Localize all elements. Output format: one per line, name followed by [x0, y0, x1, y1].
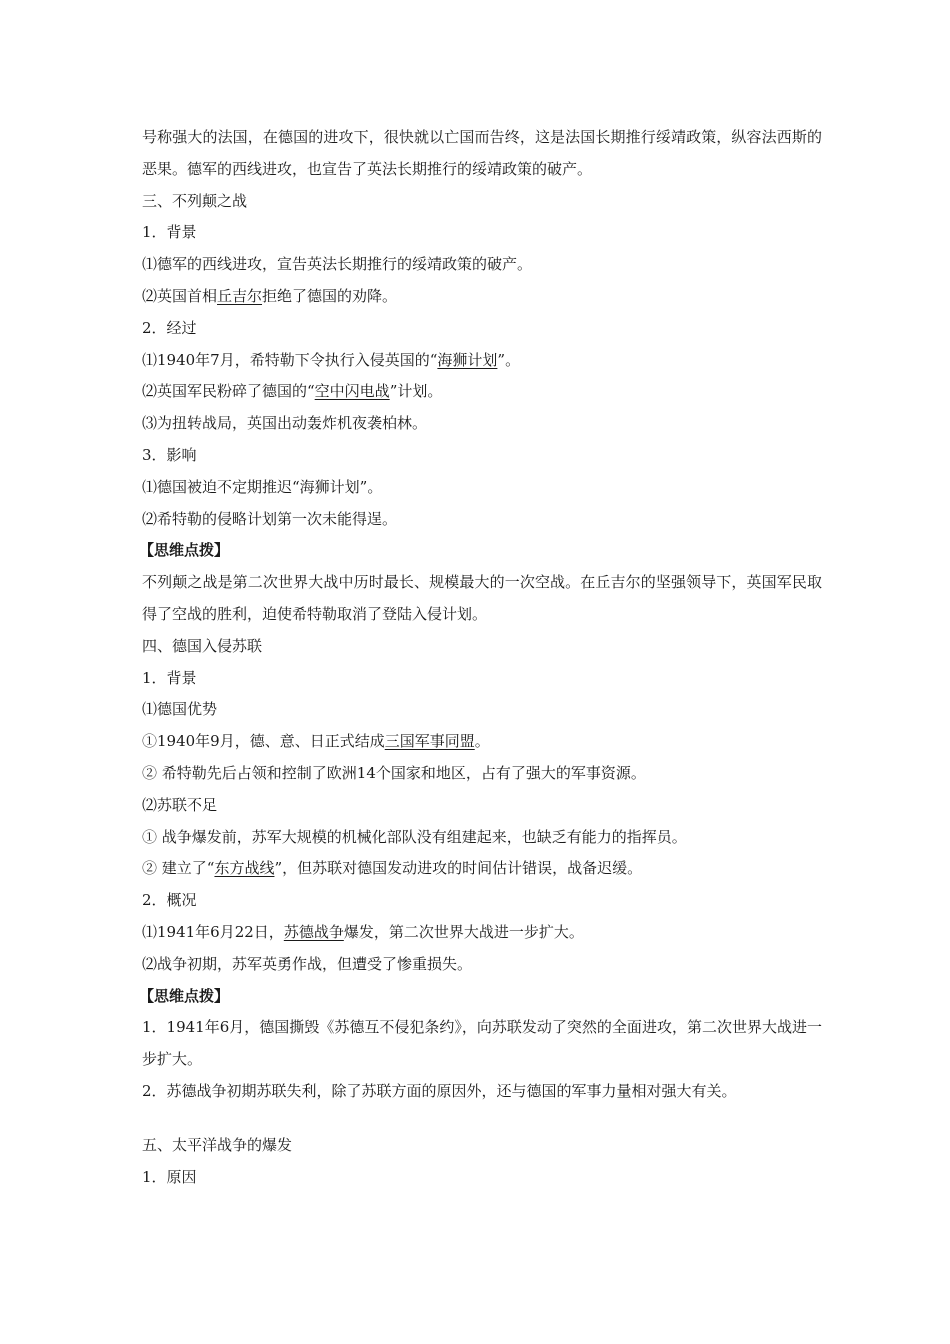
text-line: ⑴德国被迫不定期推迟“海狮计划”。 — [142, 477, 383, 496]
text-line: 四、德国入侵苏联 — [142, 636, 263, 655]
blank-line — [142, 1108, 822, 1130]
text-line: ① 战争爆发前，苏军大规模的机械化部队没有组建起来，也缺乏有能力的指挥员。 — [142, 827, 687, 846]
text-line: 三、不列颠之战 — [142, 191, 248, 210]
text-line: 1．原因 — [142, 1167, 197, 1186]
text-line — [142, 853, 822, 885]
text-segment: ”，但苏联对德国发动进攻的时间估计错误，战备迟缓。 — [274, 859, 643, 878]
text-segment: ⑴1940年7月，希特勒下令执行入侵英国的“ — [142, 350, 438, 369]
text-segment: 拒绝了德国的劝降。 — [262, 286, 398, 305]
document-body — [139, 122, 822, 1193]
text-line: ⑴德军的西线进攻，宣告英法长期推行的绥靖政策的破产。 — [142, 255, 533, 274]
text-line — [142, 917, 822, 949]
text-segment: 。 — [474, 732, 490, 751]
tip-heading: 【思维点拨】 — [139, 986, 230, 1005]
text-segment: ⑵英国军民粉碎了德国的“ — [142, 382, 315, 401]
text-line: 1．背景 — [142, 223, 197, 242]
text-line: ② 希特勒先后占领和控制了欧洲14个国家和地区，占有了强大的军事资源。 — [142, 763, 646, 782]
text-segment: ①1940年9月，德、意、日正式结成 — [142, 732, 385, 751]
tip-heading: 【思维点拨】 — [139, 541, 230, 560]
text-line: 2．概况 — [142, 891, 197, 910]
underlined-term: 空中闪电战 — [314, 382, 390, 401]
text-line: 2．经过 — [142, 318, 197, 337]
text-line — [142, 376, 822, 408]
text-segment: ”。 — [497, 350, 521, 369]
text-segment: ⑵英国首相 — [142, 286, 218, 305]
underlined-term: 苏德战争 — [283, 922, 344, 941]
text-line: 1．背景 — [142, 668, 197, 687]
text-line: ⑵战争初期，苏军英勇作战，但遭受了惨重损失。 — [142, 954, 473, 973]
text-line: ⑶为扭转战局，英国出动轰炸机夜袭柏林。 — [142, 414, 428, 433]
underlined-term: 东方战线 — [214, 859, 275, 878]
text-segment: ② 建立了“ — [142, 859, 215, 878]
text-line: 2．苏德战争初期苏联失利，除了苏联方面的原因外，还与德国的军事力量相对强大有关。 — [142, 1081, 737, 1100]
text-line: ⑵苏联不足 — [142, 795, 218, 814]
paragraph: 号称强大的法国，在德国的进攻下，很快就以亡国而告终，这是法国长期推行绥靖政策，纵容法西斯的恶果。德军的西线进攻，也宣告了英法长期推行的绥靖政策的破产。 — [142, 128, 822, 178]
text-line — [142, 281, 822, 313]
text-line: ⑴德国优势 — [142, 700, 218, 719]
text-line: 五、太平洋战争的爆发 — [142, 1135, 293, 1154]
underlined-term: 三国军事同盟 — [384, 732, 475, 751]
text-line — [142, 345, 822, 377]
underlined-term: 丘吉尔 — [217, 286, 263, 305]
underlined-term: 海狮计划 — [437, 350, 498, 369]
text-segment: ”计划。 — [389, 382, 443, 401]
text-line — [142, 726, 822, 758]
text-segment: ⑴1941年6月22日， — [142, 922, 284, 941]
paragraph: 1．1941年6月，德国撕毁《苏德互不侵犯条约》，向苏联发动了突然的全面进攻，第二次世界大战进一步扩大。 — [142, 1018, 822, 1069]
paragraph: 不列颠之战是第二次世界大战中历时最长、规模最大的一次空战。在丘吉尔的坚强领导下，英国军民取得了空战的胜利，迫使希特勒取消了登陆入侵计划。 — [142, 573, 822, 623]
text-line: 3．影响 — [142, 445, 197, 464]
text-segment: 爆发，第二次世界大战进一步扩大。 — [343, 922, 584, 941]
text-line: ⑵希特勒的侵略计划第一次未能得逞。 — [142, 509, 398, 528]
